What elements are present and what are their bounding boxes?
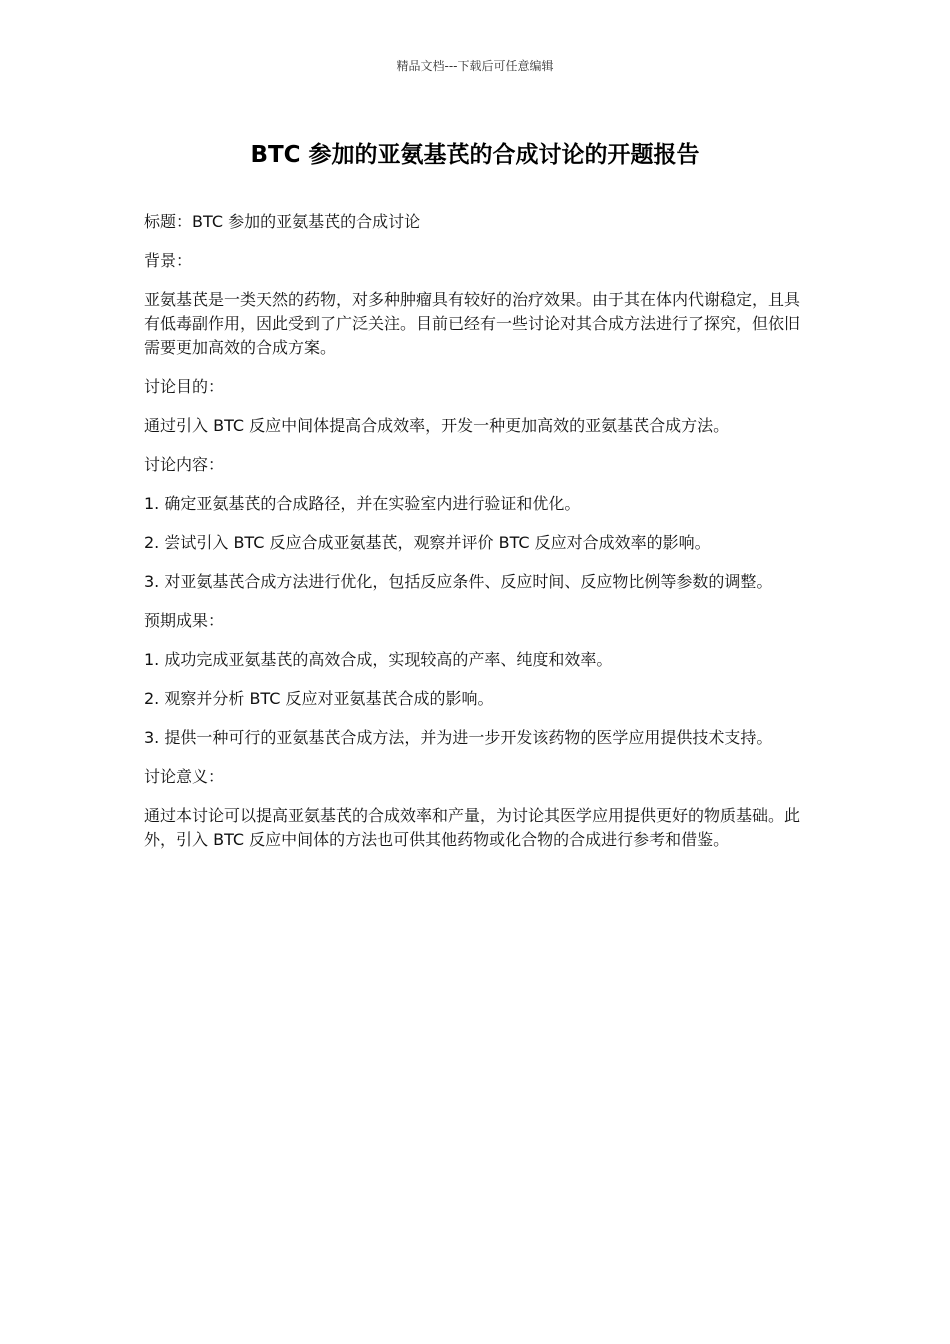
header-note: 精品文档---下载后可任意编辑 [396,59,554,73]
topic-line: 标题：BTC 参加的亚氨基芪的合成讨论 [144,212,421,231]
content-item-1: 1. 确定亚氨基芪的合成路径，并在实验室内进行验证和优化。 [144,494,581,513]
outcome-item-2: 2. 观察并分析 BTC 反应对亚氨基芪合成的影响。 [144,689,494,708]
content-heading: 讨论内容： [144,455,225,474]
significance-heading: 讨论意义： [144,767,225,786]
document-body [144,210,806,867]
outcome-item-3: 3. 提供一种可行的亚氨基芪合成方法，并为进一步开发该药物的医学应用提供技术支持。 [144,728,773,747]
background-heading: 背景： [144,251,193,270]
objective-paragraph: 通过引入 BTC 反应中间体提高合成效率，开发一种更加高效的亚氨基芪合成方法。 [144,416,730,435]
background-paragraph: 亚氨基芪是一类天然的药物，对多种肿瘤具有较好的治疗效果。由于其在体内代谢稳定，且具有低毒副作用，因此受到了广泛关注。目前已经有一些讨论对其合成方法进行了探究，但依旧需要更加高效的合成方案。 [144,290,801,357]
content-item-2: 2. 尝试引入 BTC 反应合成亚氨基芪，观察并评价 BTC 反应对合成效率的影响。 [144,533,711,552]
content-item-3: 3. 对亚氨基芪合成方法进行优化，包括反应条件、反应时间、反应物比例等参数的调整。 [144,572,773,591]
objective-heading: 讨论目的： [144,377,225,396]
outcomes-heading: 预期成果： [144,611,225,630]
significance-paragraph: 通过本讨论可以提高亚氨基芪的合成效率和产量，为讨论其医学应用提供更好的物质基础。此外，引入 BTC 反应中间体的方法也可供其他药物或化合物的合成进行参考和借鉴。 [144,806,801,849]
document-title: BTC 参加的亚氨基芪的合成讨论的开题报告 [250,142,700,168]
outcome-item-1: 1. 成功完成亚氨基芪的高效合成，实现较高的产率、纯度和效率。 [144,650,613,669]
